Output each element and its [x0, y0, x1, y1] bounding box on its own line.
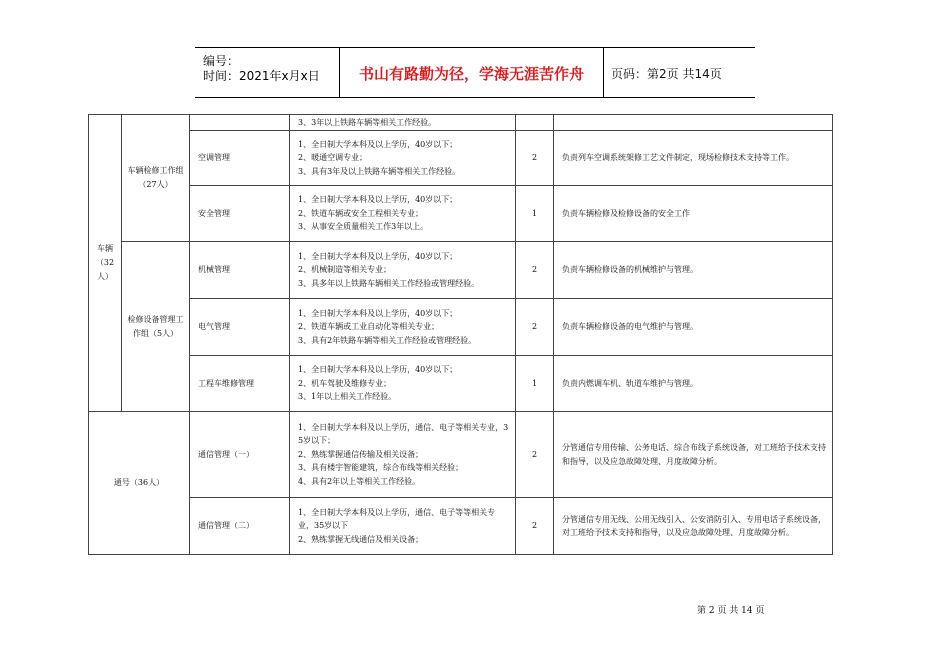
count-cell: 1: [516, 186, 554, 242]
header-motto-cell: [339, 48, 604, 97]
requirement-line: 1、全日制大学本科及以上学历，40岁以下；: [298, 308, 458, 318]
requirement-line: 3、1年以上相关工作经验。: [298, 392, 397, 402]
count-cell: 2: [516, 131, 554, 186]
document-header: [195, 47, 755, 98]
recruitment-table: [88, 114, 833, 555]
group-cell: [122, 242, 190, 412]
requirement-line: 1、全日制大学本科及以上学历，通信、电子等等相关专业，35岁以下: [298, 507, 496, 531]
dept-label: 车辆（32人）: [95, 244, 115, 281]
requirement-line: 4、具有2年以上等相关工作经验。: [298, 476, 421, 486]
requirement-line: 3、3年以上铁路车辆等相关工作经验。: [298, 117, 437, 127]
duty-cell: 分管通信专用无线、公用无线引入、公安消防引入、专用电话子系统设备，对工班给予技术支持和指导，以及应急故障处理、月度故障分析。: [554, 498, 833, 555]
requirement-cell: [290, 186, 516, 242]
requirement-line: 3、具有2年铁路车辆等相关工作经验或管理经验。: [298, 335, 477, 345]
count-cell: 2: [516, 498, 554, 555]
position-cell: [190, 115, 290, 131]
requirement-cell: [290, 498, 516, 555]
requirement-line: 2、熟练掌握无线通信及相关设备；: [298, 534, 424, 544]
table-row: [89, 356, 833, 412]
group-cell: [122, 115, 190, 242]
requirement-line: 2、机械制造等相关专业；: [298, 265, 392, 275]
requirement-line: 2、熟练掌握通信传输及相关设备；: [298, 449, 424, 459]
duty-cell: 负责车辆检修设备的电气维护与管理。: [554, 299, 833, 356]
number-label: 编号：: [203, 54, 240, 68]
requirement-cell: [290, 131, 516, 186]
header-page-cell: [603, 48, 755, 97]
table-row: [89, 299, 833, 356]
page-footer: 第 2 页 共 14 页: [697, 606, 765, 616]
requirement-line: 1、全日制大学本科及以上学历，通信、电子等相关专业，35岁以下；: [298, 422, 509, 446]
requirement-cell: [290, 356, 516, 412]
requirement-line: 3、具多年以上铁路车辆相关工作经验或管理经验。: [298, 278, 480, 288]
requirement-line: 2、暖通空调专业；: [298, 153, 368, 163]
requirement-line: 1、全日制大学本科及以上学历，40岁以下；: [298, 251, 458, 261]
duty-cell: 负责车辆检修及检修设备的安全工作: [554, 186, 833, 242]
count-cell: 2: [516, 299, 554, 356]
requirement-line: 1、全日制大学本科及以上学历，40岁以下；: [298, 195, 458, 205]
requirement-cell: [290, 115, 516, 131]
requirement-line: 1、全日制大学本科及以上学历，40岁以下；: [298, 365, 458, 375]
group-label: 车辆检修工作组（27人）: [127, 166, 184, 189]
duty-cell: 负责列车空调系统架修工艺文件制定，现场检修技术支持等工作。: [554, 131, 833, 186]
dept-cell: 通号（36人）: [89, 412, 190, 555]
table-row: [89, 115, 833, 131]
position-cell: 通信管理（二）: [190, 498, 290, 555]
position-cell: 工程车维修管理: [190, 356, 290, 412]
table-row: [89, 131, 833, 186]
requirement-line: 3、从事安全质量相关工作3年以上。: [298, 222, 429, 232]
page-indicator: 页码：第2页 共14页: [611, 67, 722, 81]
duty-cell: [554, 115, 833, 131]
duty-cell: 分管通信专用传输、公务电话、综合布线子系统设备，对工班给予技术支持和指导，以及应急故障处理、月度故障分析。: [554, 412, 833, 498]
requirement-line: 1、全日制大学本科及以上学历，40岁以下；: [298, 139, 458, 149]
group-label: 检修设备管理工作组（5人）: [127, 314, 184, 338]
count-cell: 2: [516, 242, 554, 299]
requirement-cell: [290, 299, 516, 356]
table-row: [89, 186, 833, 242]
requirement-cell: [290, 242, 516, 299]
requirement-cell: [290, 412, 516, 498]
position-cell: 通信管理（一）: [190, 412, 290, 498]
requirement-line: 3、具有楼宇智能建筑，综合布线等相关经验；: [298, 463, 464, 473]
position-cell: 电气管理: [190, 299, 290, 356]
requirement-line: 2、铁道车辆或工业自动化等相关专业；: [298, 322, 440, 332]
table-row: [89, 242, 833, 299]
time-label: 时间：2021年x月x日: [203, 69, 320, 83]
requirement-line: 2、机车驾驶及维修专业；: [298, 378, 392, 388]
count-cell: 2: [516, 412, 554, 498]
position-cell: 机械管理: [190, 242, 290, 299]
count-cell: [516, 115, 554, 131]
header-meta: [195, 48, 339, 97]
duty-cell: 负责内燃调车机、轨道车维护与管理。: [554, 356, 833, 412]
position-cell: 空调管理: [190, 131, 290, 186]
duty-cell: 负责车辆检修设备的机械维护与管理。: [554, 242, 833, 299]
dept-cell: [89, 115, 122, 412]
table-row: [89, 412, 833, 498]
requirement-line: 2、铁道车辆或安全工程相关专业；: [298, 208, 424, 218]
position-cell: 安全管理: [190, 186, 290, 242]
count-cell: 1: [516, 356, 554, 412]
table-row: [89, 498, 833, 555]
motto: 书山有路勤为径，学海无涯苦作舟: [358, 65, 584, 83]
requirement-line: 3、具有3年及以上铁路车辆等相关工作经验。: [298, 166, 461, 176]
